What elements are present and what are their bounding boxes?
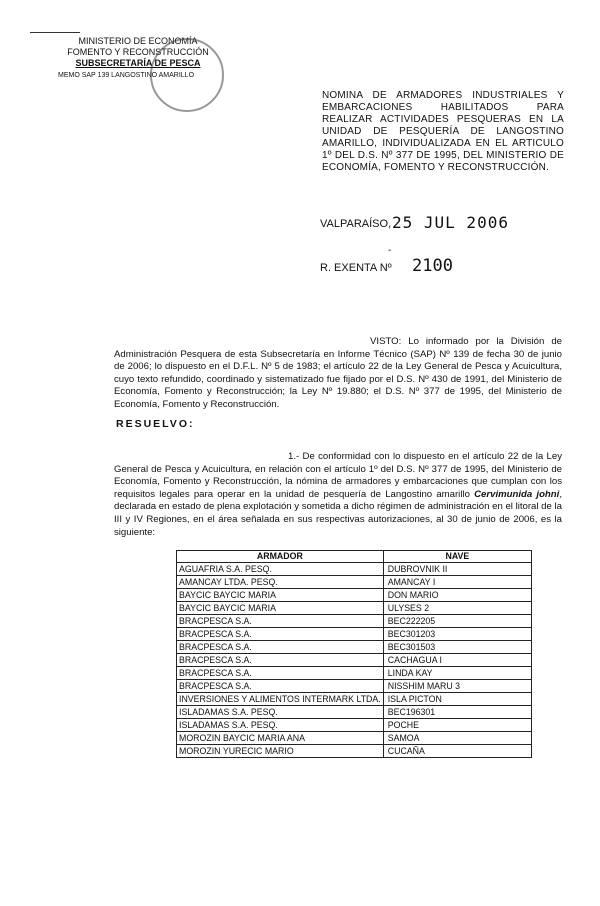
table-row [177, 654, 532, 667]
place-label: VALPARAÍSO, [320, 218, 392, 230]
cell-nave: CUCAÑA [383, 745, 531, 758]
table-row [177, 667, 532, 680]
resuelvo-heading: RESUELVO: [116, 418, 195, 430]
cell-nave: DON MARIO [383, 589, 531, 602]
header-subsecretariat: SUBSECRETARÍA DE PESCA [75, 58, 201, 68]
header-ministry: MINISTERIO DE ECONOMÍA [78, 36, 198, 46]
paragraph-text-end: , declarada en estado de plena explotación y sometida a dicho régimen de administración en el litoral de la III y IV Regiones, en el área señalada en sus respectivas autorizaciones, al 30 de junio de 2006, es la siguiente: [114, 488, 562, 538]
cell-nave: LINDA KAY [383, 667, 531, 680]
table-row [177, 563, 532, 576]
cell-nave: SAMOA [383, 732, 531, 745]
cell-nave: BEC196301 [383, 706, 531, 719]
table-row [177, 719, 532, 732]
table-row [177, 706, 532, 719]
cell-armador: INVERSIONES Y ALIMENTOS INTERMARK LTDA. [177, 693, 384, 706]
cell-armador: BAYCIC BAYCIC MARIA [177, 589, 384, 602]
cell-armador: BRACPESCA S.A. [177, 615, 384, 628]
cell-nave: DUBROVNIK II [383, 563, 531, 576]
resolution-number: 2100 [412, 256, 453, 276]
cell-armador: BRACPESCA S.A. [177, 667, 384, 680]
table-header-row [177, 551, 532, 563]
cell-nave: ISLA PICTON [383, 693, 531, 706]
cell-armador: BAYCIC BAYCIC MARIA [177, 602, 384, 615]
cell-armador: MOROZIN YURECIC MARIO [177, 745, 384, 758]
cell-nave: POCHE [383, 719, 531, 732]
species-name: Cervimunida johni [474, 488, 560, 500]
table-row [177, 732, 532, 745]
table-row [177, 602, 532, 615]
signature-line [30, 32, 80, 33]
cell-armador: BRACPESCA S.A. [177, 680, 384, 693]
column-header-armador: ARMADOR [177, 551, 384, 563]
resolution-label: R. EXENTA Nº [320, 262, 392, 274]
cell-nave: BEC301503 [383, 641, 531, 654]
column-header-nave: NAVE [383, 551, 531, 563]
official-seal-stamp [150, 38, 224, 112]
cell-armador: AMANCAY LTDA. PESQ. [177, 576, 384, 589]
cell-armador: ISLADAMAS S.A. PESQ. [177, 706, 384, 719]
document-title: NOMINA DE ARMADORES INDUSTRIALES Y EMBARCACIONES HABILITADOS PARA REALIZAR ACTIVIDADES PESQUERAS EN LA UNIDAD DE PESQUERÍA DE LANGOSTINO AMARILLO, INDIVIDUALIZADA EN EL ARTICULO 1º DEL D.S. Nº 377 DE 1995, DEL MINISTERIO DE ECONOMÍA, FOMENTO Y RECONSTRUCCIÓN. [322, 90, 564, 173]
cell-armador: ISLADAMAS S.A. PESQ. [177, 719, 384, 732]
cell-nave: ULYSES 2 [383, 602, 531, 615]
visto-paragraph: VISTO: Lo informado por la División de Administración Pesquera de esta Subsecretaría en Informe Técnico (SAP) Nº 139 de fecha 30 de junio de 2006; lo dispuesto en el D.F.L. Nº 5 de 1983; el artículo 22 de la Ley General de Pesca y Acuicultura, cuyo texto refundido, coordinado y sistematizado fue fijado por el D.S. Nº 430 de 1991, del Ministerio de Economía, Fomento y Reconstrucción; la Ley Nº 19.880; el D.S. Nº 377 de 1995, del Ministerio de Economía, Fomento y Reconstrucción. [114, 336, 562, 410]
header-department: FOMENTO Y RECONSTRUCCIÓN [67, 47, 209, 57]
cell-armador: BRACPESCA S.A. [177, 641, 384, 654]
cell-armador: MOROZIN BAYCIC MARIA ANA [177, 732, 384, 745]
cell-armador: BRACPESCA S.A. [177, 628, 384, 641]
cell-nave: BEC222205 [383, 615, 531, 628]
table-row [177, 576, 532, 589]
resolution-paragraph-1 [114, 451, 562, 539]
table-row [177, 745, 532, 758]
cell-nave: BEC301203 [383, 628, 531, 641]
armadores-table [176, 550, 532, 758]
paragraph-text-start: 1.- De conformidad con lo dispuesto en el artículo 22 de la Ley General de Pesca y Acuicultura, en relación con el artículo 1º del D.S. Nº 377 de 1995, del Ministerio de Economía, Fomento y Reconstrucción, la nómina de armadores y embarcaciones que cumplan con los requisitos legales para operar en la unidad de pesquería de Langostino amarillo [114, 451, 562, 500]
stamp-mark: - [388, 245, 392, 256]
cell-nave: AMANCAY I [383, 576, 531, 589]
table-row [177, 615, 532, 628]
header-memo: MEMO SAP 139 LANGOSTINO AMARILLO [58, 72, 195, 79]
cell-armador: BRACPESCA S.A. [177, 654, 384, 667]
cell-nave: CACHAGUA I [383, 654, 531, 667]
table-row [177, 628, 532, 641]
cell-nave: NISSHIM MARU 3 [383, 680, 531, 693]
table-row [177, 680, 532, 693]
table-row [177, 589, 532, 602]
table-row [177, 693, 532, 706]
table-row [177, 641, 532, 654]
cell-armador: AGUAFRIA S.A. PESQ. [177, 563, 384, 576]
date-stamp: 25 JUL 2006 [392, 213, 509, 232]
